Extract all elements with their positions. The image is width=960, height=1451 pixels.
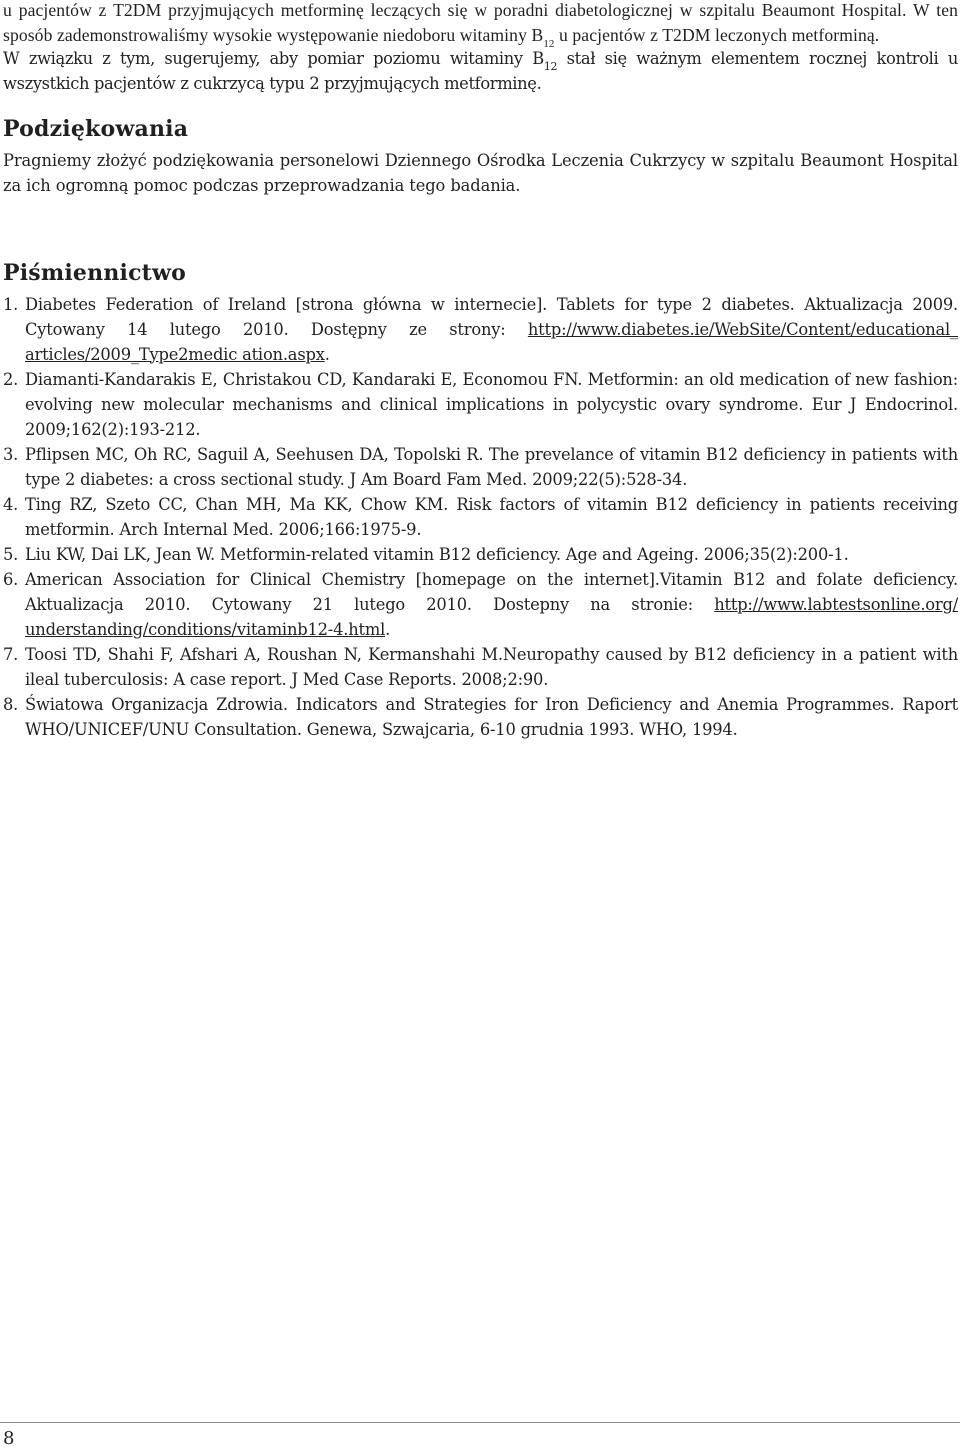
reference-item (3, 367, 958, 442)
reference-item (3, 542, 958, 567)
paragraph-text-end: stał się ważnym elementem rocznej kontroli u wszystkich pacjentów z cukrzycą typu 2 przyjmujących metforminę. (3, 49, 959, 93)
reference-text-end: . (385, 619, 391, 639)
reference-number: 6. (3, 569, 19, 589)
reference-text: Światowa Organizacja Zdrowia. Indicators and Strategies for Iron Deficiency and Anemia Programmes. Raport WHO/UNICEF/UNU Consultation. Genewa, Szwajcaria, 6-10 grudnia 1993. WHO, 1994. (25, 694, 958, 739)
reference-number: 2. (3, 369, 19, 389)
reference-text: Pflipsen MC, Oh RC, Saguil A, Seehusen DA, Topolski R. The prevelance of vitamin B12 deficiency in patients with type 2 diabetes: a cross sectional study. J Am Board Fam Med. 2009;22(5):528-34. (25, 444, 958, 489)
reference-number: 5. (3, 544, 19, 564)
reference-link[interactable]: http://www.labtestsonline.org/ understanding/conditions/vitaminb12-4.html (25, 594, 958, 639)
reference-item (3, 442, 958, 492)
reference-number: 7. (3, 644, 19, 664)
article-page (3, 0, 958, 742)
reference-number: 8. (3, 694, 19, 714)
paragraph-text: u pacjentów z T2DM przyjmujących metforminę leczących się w poradni diabetologicznej w szpitalu Beaumont Hospital. W ten sposób zademonstrowaliśmy wysokie występowanie niedoboru witaminy B (3, 0, 958, 45)
reference-text-end: . (324, 344, 330, 364)
footer-divider (0, 1422, 960, 1423)
reference-list (3, 292, 958, 742)
body-paragraph-recommendation (3, 47, 958, 96)
page-number: 8 (3, 1428, 15, 1449)
body-paragraph-conclusion (3, 0, 958, 50)
acknowledgements-heading: Podziękowania (3, 116, 189, 143)
reference-number: 4. (3, 494, 19, 514)
subscript-12: 12 (543, 60, 558, 74)
reference-text: Ting RZ, Szeto CC, Chan MH, Ma KK, Chow KM. Risk factors of vitamin B12 deficiency in patients receiving metformin. Arch Internal Med. 2006;166:1975-9. (25, 494, 958, 539)
reference-text: American Association for Clinical Chemistry [homepage on the internet].Vitamin B12 and folate deficiency. Aktualizacja 2010. Cytowany 21 lutego 2010. Dostepny na stronie: (25, 569, 958, 614)
paragraph-text: W związku z tym, sugerujemy, aby pomiar poziomu witaminy B (3, 49, 544, 69)
paragraph-text-end: u pacjentów z T2DM leczonych metforminą. (554, 24, 880, 45)
reference-text: Diamanti-Kandarakis E, Christakou CD, Kandaraki E, Economou FN. Metformin: an old medication of new fashion: evolving new molecular mechanisms and clinical implications in polycystic ovary syndrome. Eur J Endocrinol. 2009;162(2):193-212. (25, 369, 958, 439)
references-heading: Piśmiennictwo (3, 259, 187, 286)
reference-item (3, 567, 958, 642)
reference-text: Liu KW, Dai LK, Jean W. Metformin-related vitamin B12 deficiency. Age and Ageing. 2006;35(2):200-1. (25, 544, 849, 564)
reference-item (3, 642, 958, 692)
reference-item (3, 292, 958, 367)
reference-item (3, 692, 958, 742)
subscript-12: 12 (543, 37, 555, 50)
reference-number: 3. (3, 444, 19, 464)
reference-link[interactable]: http://www.diabetes.ie/WebSite/Content/educational_ articles/2009_Type2medic ation.aspx (25, 319, 958, 364)
reference-text: Diabetes Federation of Ireland [strona główna w internecie]. Tablets for type 2 diabetes. Aktualizacja 2009. Cytowany 14 lutego 2010. Dostępny ze strony: (25, 294, 958, 339)
reference-text: Toosi TD, Shahi F, Afshari A, Roushan N, Kermanshahi M.Neuropathy caused by B12 deficiency in a patient with ileal tuberculosis: A case report. J Med Case Reports. 2008;2:90. (25, 644, 958, 689)
reference-number: 1. (3, 294, 19, 314)
reference-item (3, 492, 958, 542)
acknowledgements-text: Pragniemy złożyć podziękowania personelowi Dziennego Ośrodka Leczenia Cukrzycy w szpitalu Beaumont Hospital za ich ogromną pomoc podczas przeprowadzania tego badania. (3, 151, 958, 195)
